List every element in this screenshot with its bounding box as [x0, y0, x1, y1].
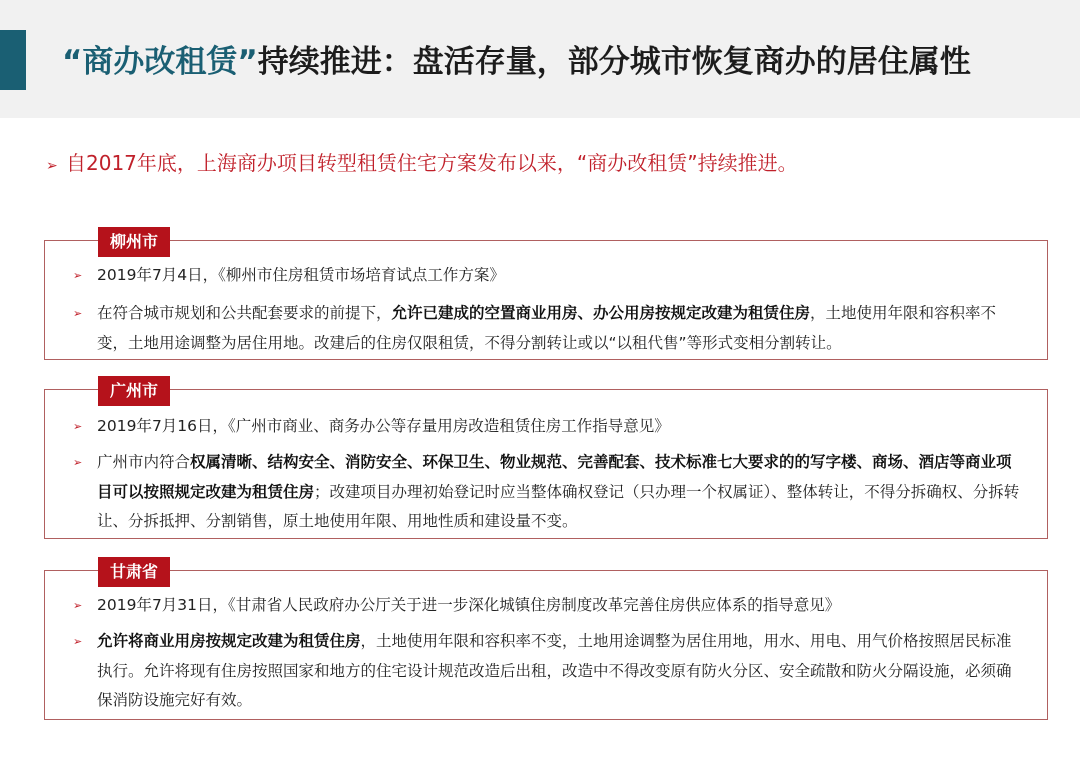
item-text: 2019年7月4日，《柳州市住房租赁市场培育试点工作方案》 [97, 266, 505, 284]
arrow-bullet-icon: ➢ [46, 158, 58, 174]
intro-line [46, 145, 1046, 181]
title-rest: 持续推进：盘活存量，部分城市恢复商办的居住属性 [257, 44, 971, 80]
slide-header [0, 0, 1080, 118]
section-tag-liuzhou: 柳州市 [98, 227, 170, 257]
section-box-liuzhou [44, 240, 1048, 360]
arrow-bullet-icon: ➢ [73, 599, 83, 612]
list-item [73, 448, 1023, 537]
section-tag-gansu: 甘肃省 [98, 557, 170, 587]
item-text-normal: 在符合城市规划和公共配套要求的前提下， [97, 304, 392, 322]
list-item [73, 261, 1023, 291]
item-text-bold: 允许已建成的空置商业用房、办公用房按规定改建为租赁住房 [391, 304, 811, 322]
item-text-normal: ，土地使用年限和容积率不变，土地用途调整为居住用地。改建后的住房仅限租赁，不得分割转让或以“以租代售”等形式变相分割转让。 [97, 304, 997, 352]
arrow-bullet-icon: ➢ [73, 635, 83, 648]
item-text-bold: 权属清晰、结构安全、消防安全、环保卫生、物业规范、完善配套、技术标准七大要求的的写字楼、商场、酒店等商业项目可以按照规定改建为租赁住房 [97, 453, 1012, 501]
item-text-normal: ，土地使用年限和容积率不变，土地用途调整为居住用地，用水、用电、用气价格按照居民标准执行。允许将现有住房按照国家和地方的住宅设计规范改造后出租，改造中不得改变原有防火分区、安全疏散和防火分隔设施，必须确保消防设施完好有效。 [97, 632, 1012, 709]
section-box-gansu [44, 570, 1048, 720]
item-text-normal: 广州市内符合 [97, 453, 191, 471]
item-text: 2019年7月16日，《广州市商业、商务办公等存量用房改造租赁住房工作指导意见》 [97, 417, 670, 435]
item-text-bold: 允许将商业用房按规定改建为租赁住房 [97, 632, 361, 650]
intro-text: 自2017年底，上海商办项目转型租赁住宅方案发布以来，“商办改租赁”持续推进。 [66, 151, 798, 175]
item-text [97, 627, 1023, 716]
list-item [73, 299, 1023, 358]
section-box-guangzhou [44, 389, 1048, 539]
arrow-bullet-icon: ➢ [73, 420, 83, 433]
list-item [73, 412, 1023, 442]
header-accent-bar [0, 30, 26, 90]
item-text [97, 448, 1023, 537]
title-highlight: “商办改租赁” [62, 44, 258, 80]
list-item [73, 591, 1023, 621]
arrow-bullet-icon: ➢ [73, 456, 83, 469]
item-text [97, 299, 1023, 358]
section-tag-guangzhou: 广州市 [98, 376, 170, 406]
arrow-bullet-icon: ➢ [73, 307, 83, 320]
arrow-bullet-icon: ➢ [73, 269, 83, 282]
item-text-normal: ；改建项目办理初始登记时应当整体确权登记（只办理一个权属证）、整体转让，不得分拆确权、分拆转让、分拆抵押、分割销售，原土地使用年限、用地性质和建设量不变。 [97, 482, 1020, 530]
list-item [73, 627, 1023, 716]
slide-title [62, 38, 971, 86]
item-text: 2019年7月31日，《甘肃省人民政府办公厅关于进一步深化城镇住房制度改革完善住房供应体系的指导意见》 [97, 596, 841, 614]
